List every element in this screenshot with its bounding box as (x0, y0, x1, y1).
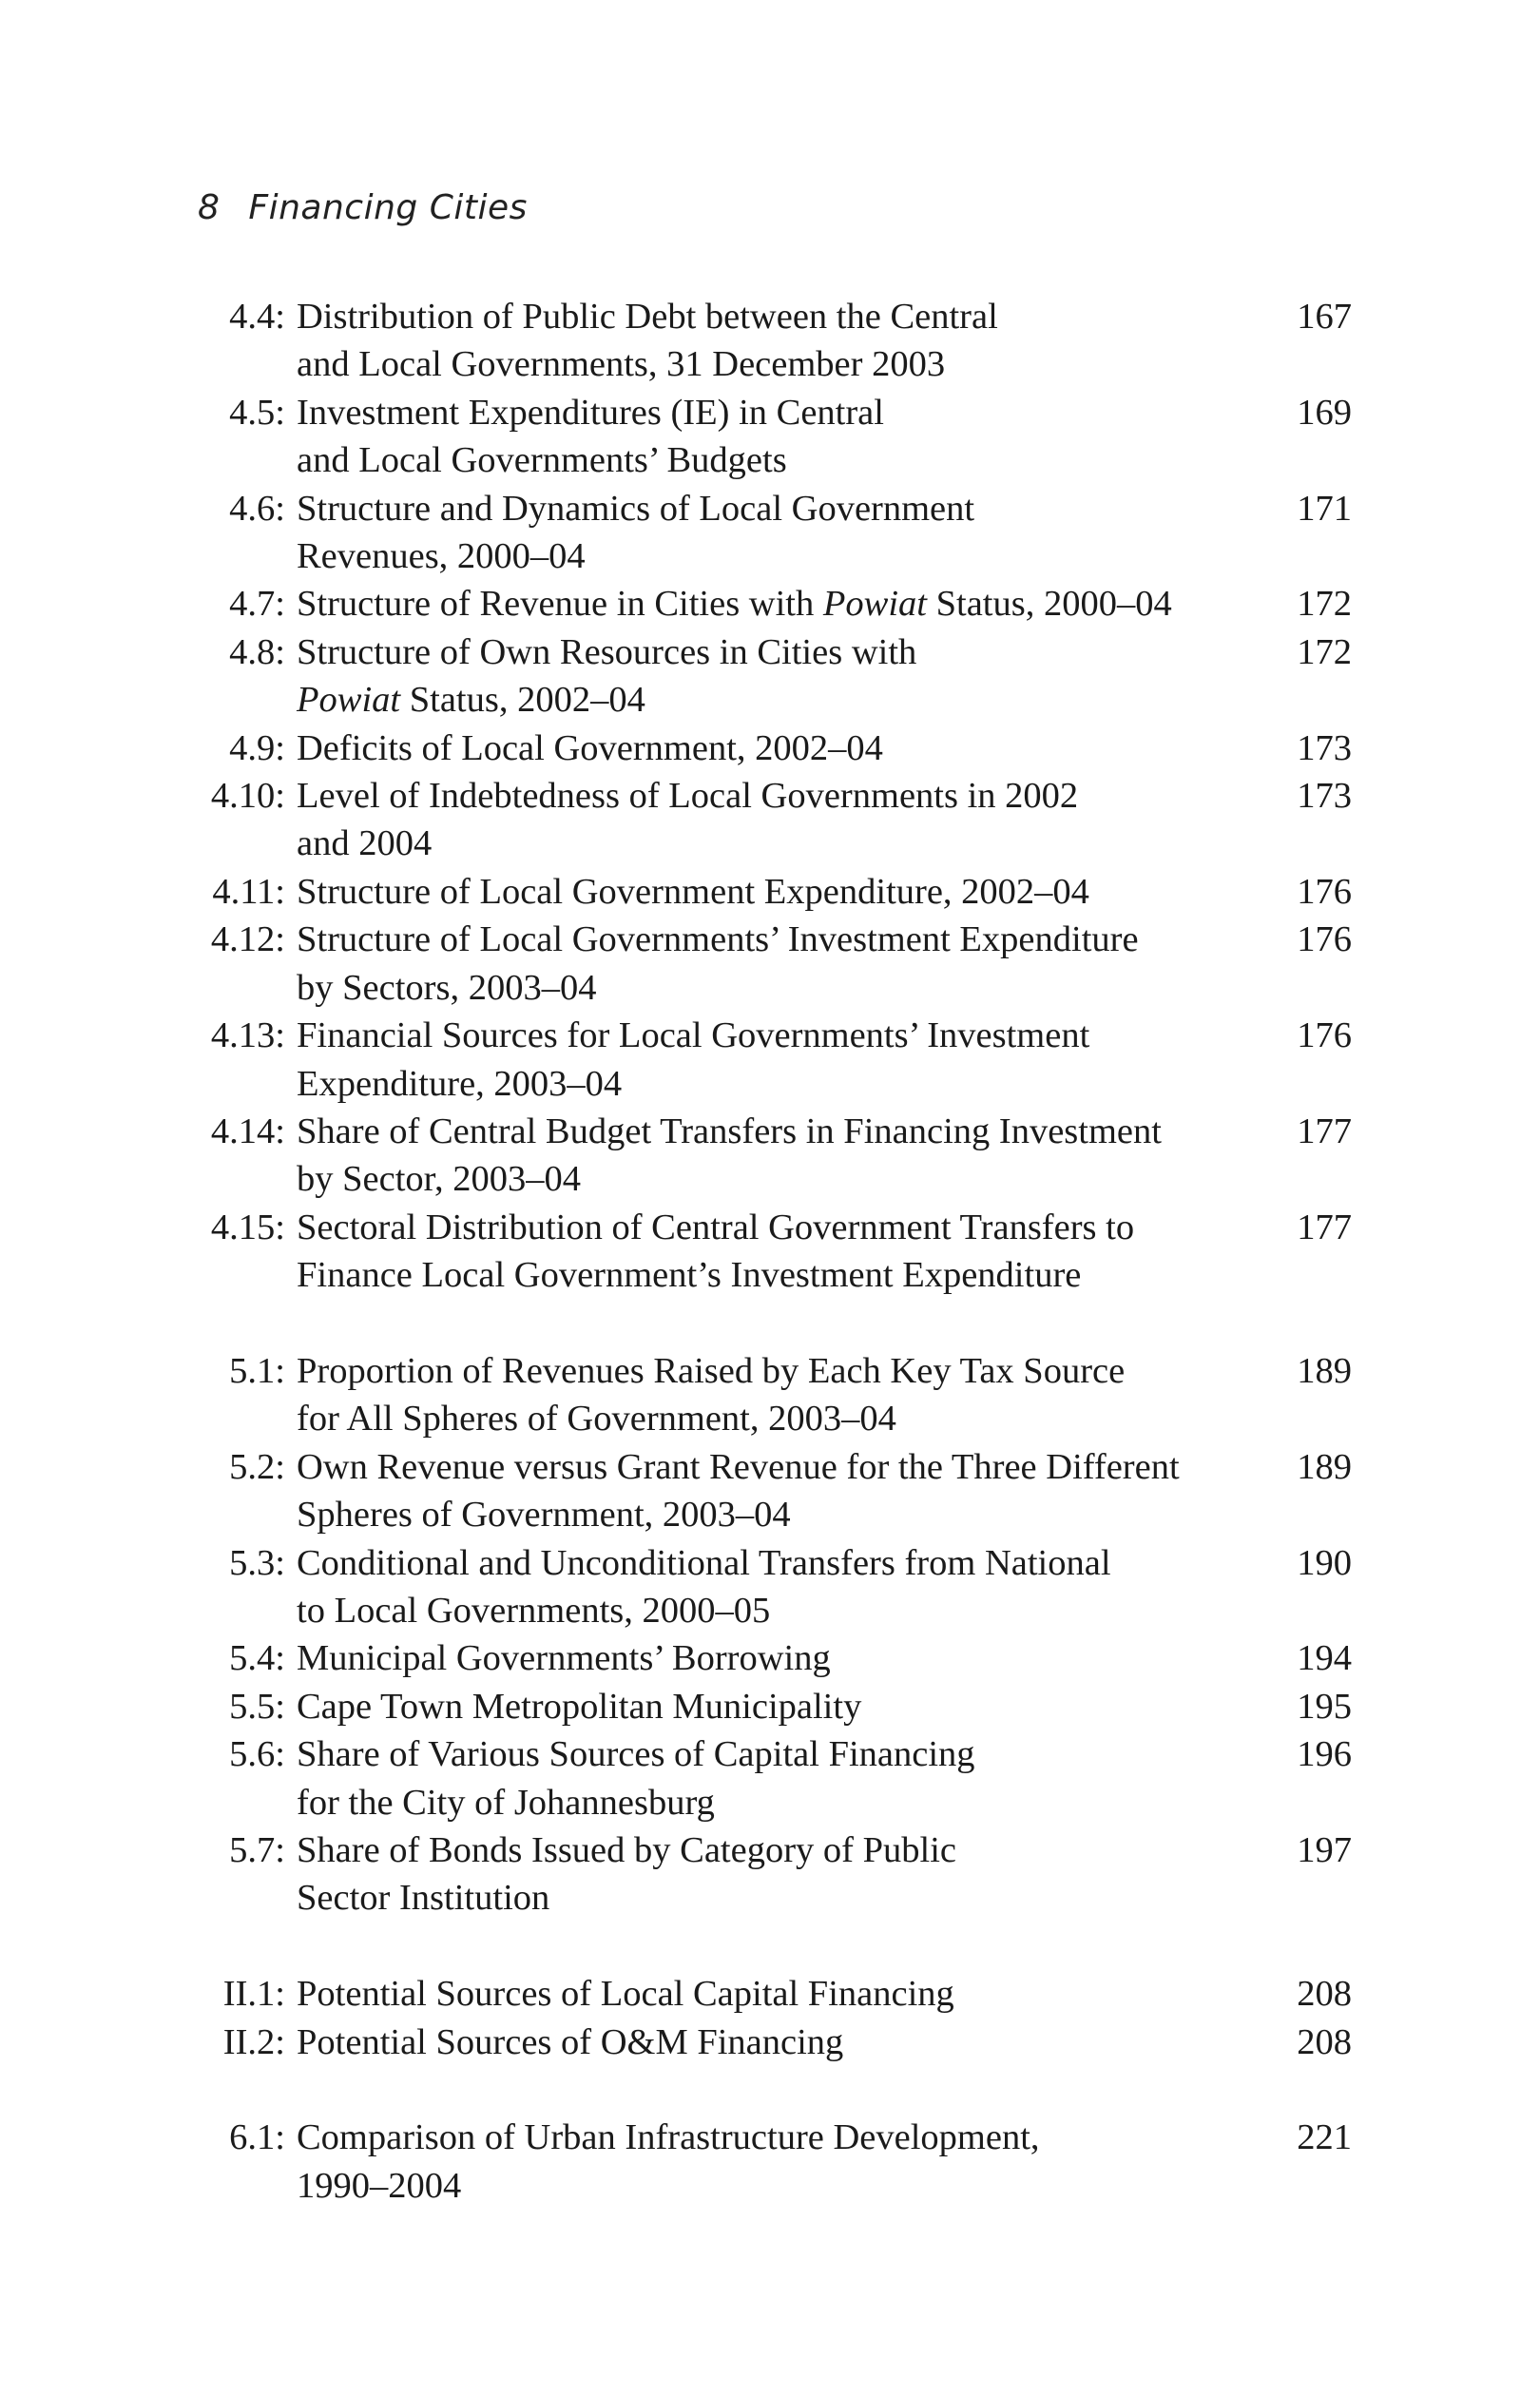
toc-entry (0, 868, 1540, 916)
title-line: Structure of Own Resources in Cities with (297, 631, 917, 672)
table-number: 4.9: (229, 727, 285, 768)
page-number: 197 (1297, 1829, 1352, 1870)
title-line: Finance Local Government’s Investment Expenditure (297, 1255, 1082, 1296)
table-title (297, 1012, 1257, 1108)
title-line: for the City of Johannesburg (297, 1782, 715, 1823)
title-line: Own Revenue versus Grant Revenue for the Three Different (297, 1446, 1180, 1487)
table-number: 4.6: (229, 488, 285, 529)
title-line: to Local Governments, 2000–05 (297, 1590, 771, 1631)
toc-entry (0, 1443, 1540, 1539)
table-title (297, 1347, 1257, 1443)
toc-entry (0, 772, 1540, 868)
table-title (297, 772, 1257, 868)
table-number: 5.5: (229, 1686, 285, 1727)
table-number: 4.5: (229, 392, 285, 433)
table-number: 4.4: (229, 297, 285, 337)
toc-entry (0, 1012, 1540, 1108)
title-line: Cape Town Metropolitan Municipality (297, 1686, 862, 1727)
table-title (297, 1204, 1257, 1300)
table-number: II.2: (222, 2021, 285, 2062)
toc-entry (0, 1730, 1540, 1826)
title-line: Share of Various Sources of Capital Financing (297, 1734, 975, 1775)
title-text: Status, 2000–04 (926, 584, 1172, 625)
title-line: Investment Expenditures (IE) in Central (297, 392, 884, 433)
table-number: 5.3: (229, 1542, 285, 1583)
toc-entry (0, 389, 1540, 485)
title-line (297, 676, 1257, 724)
table-number: 5.4: (229, 1638, 285, 1679)
table-number: 4.14: (210, 1111, 285, 1151)
toc-entry (0, 1539, 1540, 1635)
table-title (297, 1539, 1257, 1635)
running-title: Financing Cities (248, 188, 528, 227)
page-number: 172 (1297, 631, 1352, 672)
title-line: Revenues, 2000–04 (297, 536, 586, 577)
table-title (297, 1683, 1257, 1730)
italic-term: Powiat (297, 680, 401, 721)
table-number: 4.13: (210, 1015, 285, 1056)
table-title (297, 725, 1257, 772)
title-line: by Sector, 2003–04 (297, 1159, 581, 1200)
title-line (297, 580, 1257, 628)
table-number: 4.12: (210, 919, 285, 960)
table-title (297, 485, 1257, 581)
page-number: 173 (1297, 776, 1352, 817)
table-title (297, 293, 1257, 389)
table-title (297, 628, 1257, 725)
table-number: 4.10: (210, 776, 285, 817)
table-number: 4.7: (229, 584, 285, 625)
table-title (297, 1970, 1257, 2018)
table-title (297, 1826, 1257, 1923)
table-title (297, 2114, 1257, 2210)
toc-section (0, 293, 1540, 1300)
toc-entry (0, 1204, 1540, 1300)
page-number: 169 (1297, 392, 1352, 433)
title-line: Municipal Governments’ Borrowing (297, 1638, 831, 1679)
title-line: Potential Sources of Local Capital Financing (297, 1974, 954, 2015)
page-number: 189 (1297, 1446, 1352, 1487)
title-line: Structure of Local Governments’ Investment Expenditure (297, 919, 1139, 960)
table-title (297, 916, 1257, 1012)
table-number: 4.8: (229, 631, 285, 672)
table-number: 5.6: (229, 1734, 285, 1775)
toc-entry (0, 1108, 1540, 1204)
table-title (297, 1730, 1257, 1826)
page-number: 208 (1297, 2021, 1352, 2062)
page-number: 196 (1297, 1734, 1352, 1775)
page-number: 194 (1297, 1638, 1352, 1679)
title-line: Sectoral Distribution of Central Government Transfers to (297, 1207, 1135, 1247)
page-number: 176 (1297, 919, 1352, 960)
title-line: Spheres of Government, 2003–04 (297, 1495, 791, 1536)
table-number: 4.11: (212, 871, 285, 912)
title-line: 1990–2004 (297, 2165, 462, 2206)
page-number: 190 (1297, 1542, 1352, 1583)
toc-section (0, 1347, 1540, 1923)
title-line: Sector Institution (297, 1878, 550, 1919)
page-number: 221 (1297, 2117, 1352, 2158)
page-number: 176 (1297, 871, 1352, 912)
toc-entry (0, 1634, 1540, 1682)
title-line: by Sectors, 2003–04 (297, 967, 597, 1008)
list-of-tables (0, 293, 1540, 2210)
page-number: 195 (1297, 1686, 1352, 1727)
toc-entry (0, 580, 1540, 628)
toc-entry (0, 628, 1540, 725)
page-number: 208 (1297, 1974, 1352, 2015)
title-line: for All Spheres of Government, 2003–04 (297, 1399, 896, 1440)
title-line: Comparison of Urban Infrastructure Development, (297, 2117, 1040, 2158)
table-title (297, 580, 1257, 628)
title-line: and Local Governments’ Budgets (297, 440, 787, 481)
toc-section (0, 2114, 1540, 2210)
page-number: 189 (1297, 1350, 1352, 1391)
table-number: 5.2: (229, 1446, 285, 1487)
page-number: 167 (1297, 297, 1352, 337)
toc-entry (0, 293, 1540, 389)
title-line: Conditional and Unconditional Transfers from National (297, 1542, 1111, 1583)
title-line: Level of Indebtedness of Local Governments in 2002 (297, 776, 1079, 817)
table-number: 5.7: (229, 1829, 285, 1870)
table-title (297, 1443, 1257, 1539)
table-title (297, 1108, 1257, 1204)
toc-entry (0, 1970, 1540, 2018)
toc-entry (0, 1683, 1540, 1730)
title-line: Expenditure, 2003–04 (297, 1063, 623, 1104)
page-number: 173 (1297, 727, 1352, 768)
page-number: 176 (1297, 1015, 1352, 1056)
title-text: Status, 2002–04 (400, 680, 645, 721)
toc-entry (0, 725, 1540, 772)
title-line: and 2004 (297, 823, 433, 864)
table-title (297, 2019, 1257, 2066)
table-title (297, 1634, 1257, 1682)
page-number: 172 (1297, 584, 1352, 625)
table-number: 5.1: (229, 1350, 285, 1391)
page-number: 177 (1297, 1111, 1352, 1151)
title-text: Structure of Revenue in Cities with (297, 584, 823, 625)
title-line: and Local Governments, 31 December 2003 (297, 344, 946, 385)
page-folio: 8 (198, 188, 221, 227)
title-line: Share of Bonds Issued by Category of Public (297, 1829, 956, 1870)
toc-entry (0, 485, 1540, 581)
running-header (198, 188, 528, 227)
title-line: Structure of Local Government Expenditure, 2002–04 (297, 871, 1089, 912)
title-line: Distribution of Public Debt between the Central (297, 297, 998, 337)
title-line: Deficits of Local Government, 2002–04 (297, 727, 883, 768)
title-line: Structure and Dynamics of Local Government (297, 488, 975, 529)
page-number: 171 (1297, 488, 1352, 529)
italic-term: Powiat (822, 584, 927, 625)
table-title (297, 868, 1257, 916)
toc-entry (0, 916, 1540, 1012)
toc-section (0, 1970, 1540, 2066)
toc-entry (0, 1347, 1540, 1443)
title-line: Proportion of Revenues Raised by Each Key Tax Source (297, 1350, 1126, 1391)
title-line: Financial Sources for Local Governments’ Investment (297, 1015, 1090, 1056)
title-line: Share of Central Budget Transfers in Financing Investment (297, 1111, 1162, 1151)
toc-entry (0, 2019, 1540, 2066)
table-number: 4.15: (210, 1207, 285, 1247)
table-number: II.1: (222, 1974, 285, 2015)
table-title (297, 389, 1257, 485)
title-line: Potential Sources of O&M Financing (297, 2021, 844, 2062)
table-number: 6.1: (229, 2117, 285, 2158)
toc-entry (0, 1826, 1540, 1923)
toc-entry (0, 2114, 1540, 2210)
page-number: 177 (1297, 1207, 1352, 1247)
